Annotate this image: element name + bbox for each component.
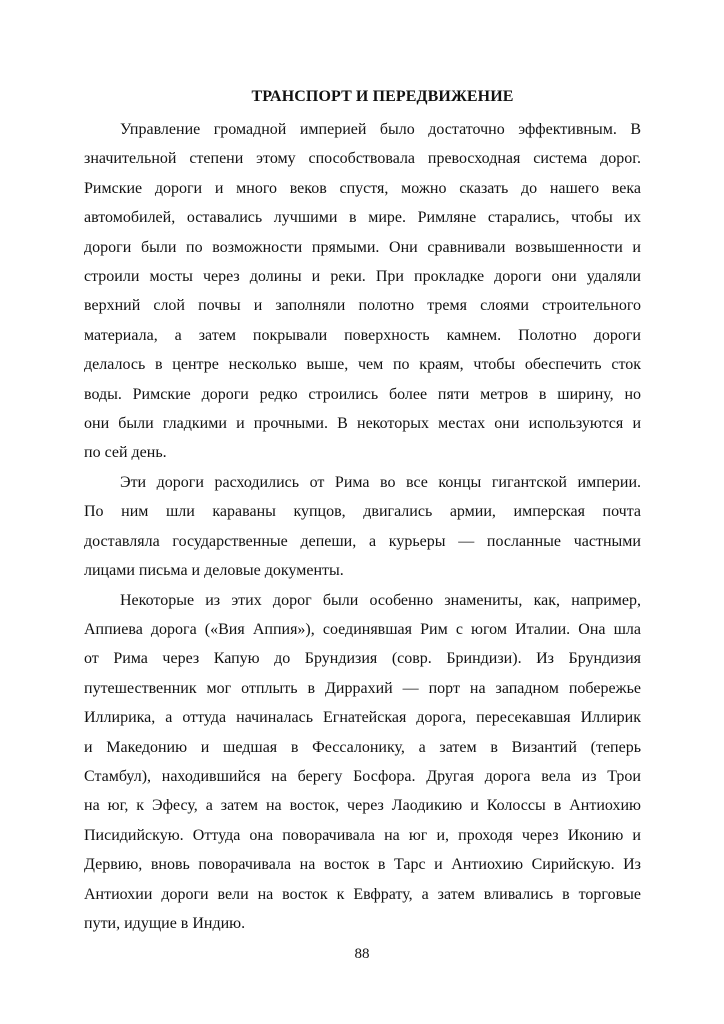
text-line: Управление громадной империей было достаточно эффективным. В — [120, 121, 641, 138]
page-number: 88 — [354, 946, 370, 962]
text-line: Писидийскую. Оттуда она поворачивала на юг и, проходя через Иконию и — [84, 826, 641, 844]
text-line: Антиохии дороги вели на восток к Евфрату, а затем вливались в торговые — [84, 885, 641, 903]
text-line: значительной степени этому способствовала превосходная система дорог. — [84, 150, 641, 168]
text-line: автомобилей, оставались лучшими в мире. Римляне старались, чтобы их — [84, 209, 641, 227]
paragraph-2 — [84, 468, 641, 586]
paragraph-3 — [84, 586, 641, 939]
text-line: Дервию, вновь поворачивала на восток в Тарс и Антиохию Сирийскую. Из — [84, 856, 641, 874]
text-line: делалось в центре несколько выше, чем по краям, чтобы обеспечить сток — [84, 356, 641, 374]
text-line: они были гладкими и прочными. В некоторых местах они используются и — [84, 415, 641, 433]
page-title: ТРАНСПОРТ И ПЕРЕДВИЖЕНИЕ — [251, 88, 514, 105]
text-line: от Рима через Капую до Брундизия (совр. Бриндизи). Из Брундизия — [84, 650, 641, 668]
paragraph-1 — [84, 115, 641, 468]
document-page — [84, 82, 641, 938]
text-line: По ним шли караваны купцов, двигались армии, имперская почта — [84, 503, 641, 521]
text-line: Некоторые из этих дорог были особенно знамениты, как, например, — [120, 591, 641, 609]
text-line: строили мосты через долины и реки. При прокладке дороги они удаляли — [84, 268, 641, 286]
text-line: Стамбул), находившийся на берегу Босфора. Другая дорога вела из Трои — [84, 767, 641, 785]
text-line: Римские дороги и много веков спустя, можно сказать до нашего века — [84, 179, 641, 197]
text-line: материала, а затем покрывали поверхность камнем. Полотно дороги — [84, 326, 641, 344]
text-line: Эти дороги расходились от Рима во все концы гигантской империи. — [120, 473, 641, 491]
text-line: Аппиева дорога («Вия Аппия»), соединявшая Рим с югом Италии. Она шла — [84, 620, 641, 638]
text-line: лицами письма и деловые документы. — [84, 562, 344, 580]
text-line: воды. Римские дороги редко строились более пяти метров в ширину, но — [84, 385, 641, 403]
text-line: на юг, к Эфесу, а затем на восток, через Лаодикию и Колоссы в Антиохию — [84, 797, 641, 815]
text-line: пути, идущие в Индию. — [84, 914, 246, 932]
text-line: и Македонию и шедшая в Фессалонику, а затем в Византий (теперь — [84, 738, 641, 756]
text-line: путешественник мог отплыть в Диррахий — порт на западном побережье — [84, 679, 641, 697]
text-line: верхний слой почвы и заполняли полотно тремя слоями строительного — [84, 297, 641, 315]
text-line: по сей день. — [84, 444, 167, 462]
text-line: дороги были по возможности прямыми. Они сравнивали возвышенности и — [84, 238, 641, 256]
text-line: доставляла государственные депеши, а курьеры — посланные частными — [84, 532, 641, 550]
text-line: Иллирика, а оттуда начиналась Егнатейская дорога, пересекавшая Иллирик — [84, 709, 641, 727]
